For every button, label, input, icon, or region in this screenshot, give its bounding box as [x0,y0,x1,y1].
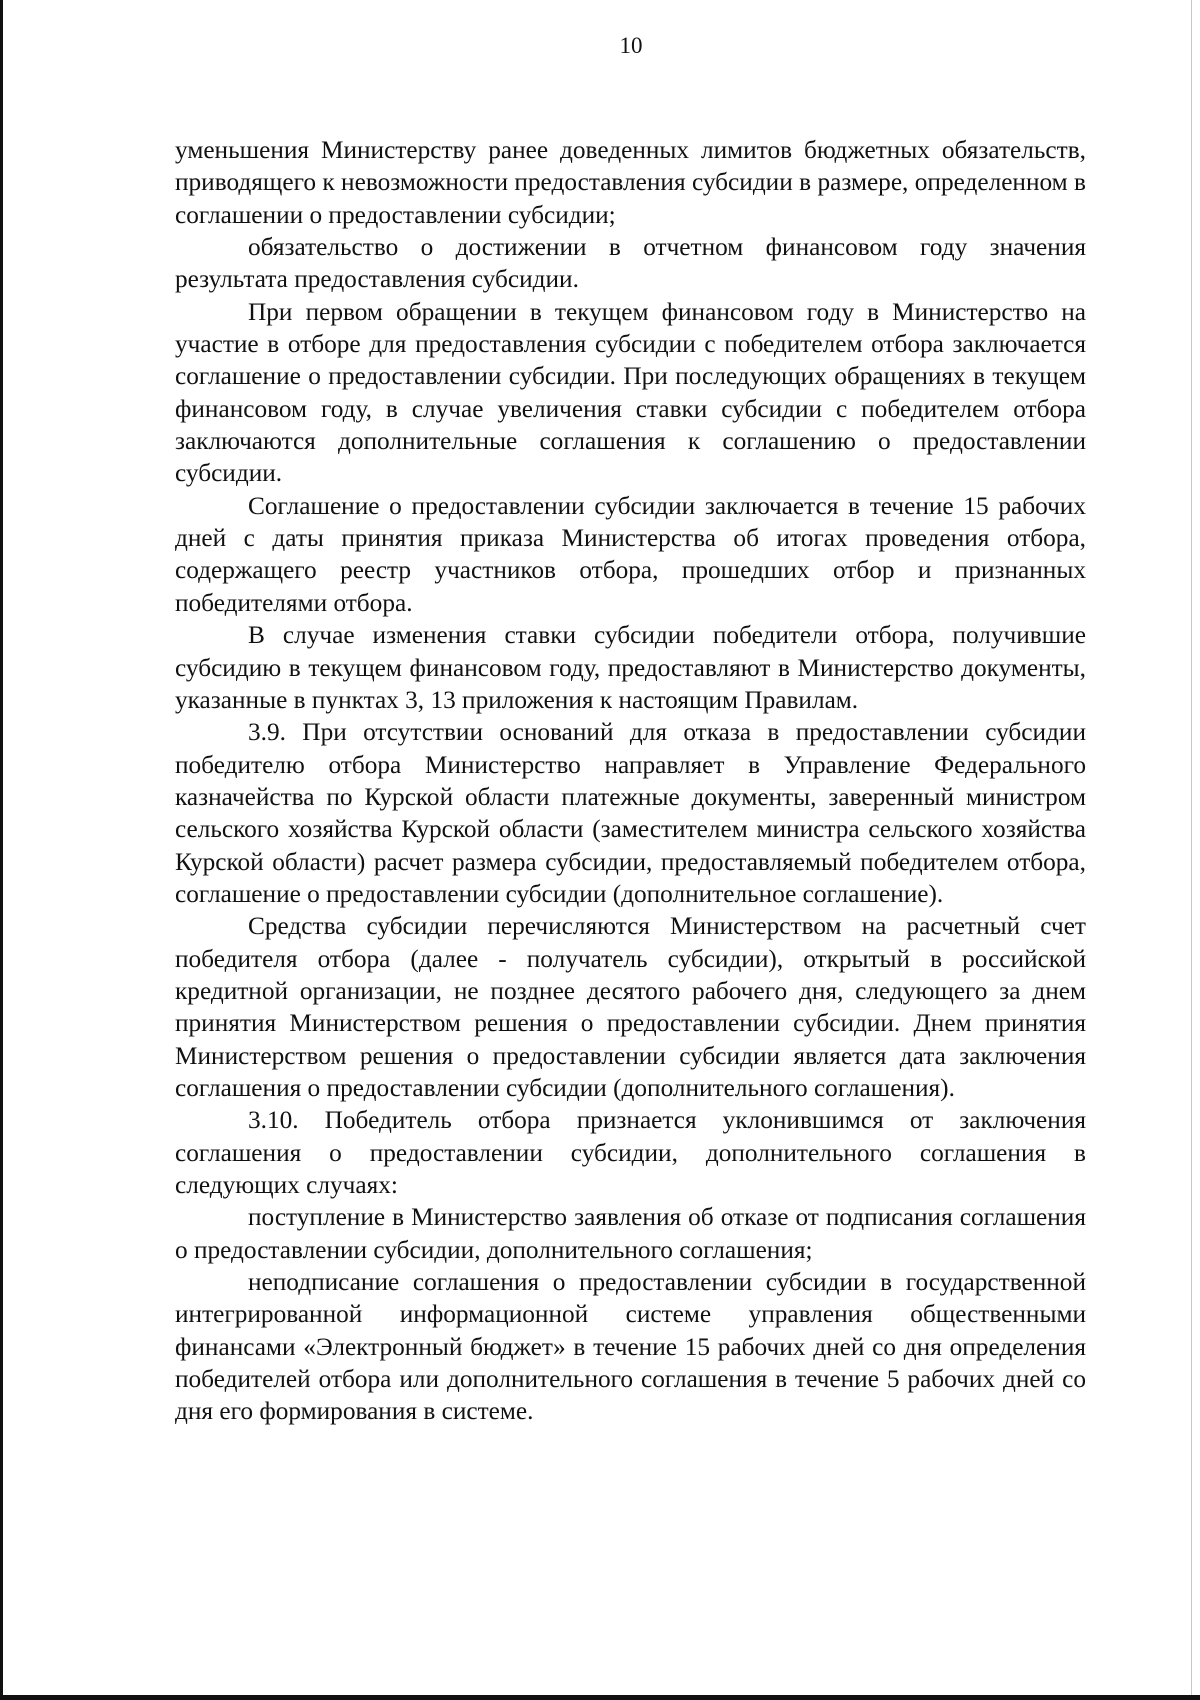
paragraph-continuation: уменьшения Министерству ранее доведенных лимитов бюджетных обязательств, приводящего к невозможности предоставления субсидии в размере, определенном в соглашении о предоставлении субсидии; [175,136,1086,229]
page-number: 10 [619,33,643,58]
paragraph-section-3-9: 3.9. При отсутствии оснований для отказа в предоставлении субсидии победителю отбора Министерство направляет в Управление Федерального казначейства по Курской области платежные документы, заверенный министром сельского хозяйства Курской области (заместителем министра сельского хозяйства Курской области) расчет размера субсидии, предоставляемый победителем отбора, соглашение о предоставлении субсидии (дополнительное соглашение). [175,718,1086,908]
paragraph-not-signing: неподписание соглашения о предоставлении субсидии в государственной интегрированной информационной системе управления общественными финансами «Электронный бюджет» в течение 15 рабочих дней со дня определения победителей отбора или дополнительного соглашения в течение 5 рабочих дней со дня его формирования в системе. [175,1268,1086,1426]
paragraph-section-3-10: 3.10. Победитель отбора признается уклонившимся от заключения соглашения о предоставлении субсидии, дополнительного соглашения в следующих случаях: [175,1106,1086,1199]
document-body [175,134,1086,1428]
paragraph-obligation: обязательство о достижении в отчетном финансовом году значения результата предоставления субсидии. [175,233,1086,294]
scan-edge-left [0,0,3,1700]
paragraph-rate-change: В случае изменения ставки субсидии победители отбора, получившие субсидию в текущем финансовом году, предоставляют в Министерство документы, указанные в пунктах 3, 13 приложения к настоящим Правилам. [175,621,1086,714]
scan-edge-right [1191,0,1192,1700]
paragraph-agreement-term: Соглашение о предоставлении субсидии заключается в течение 15 рабочих дней с даты принятия приказа Министерства об итогах проведения отбора, содержащего реестр участников отбора, прошедших отбор и признанных победителями отбора. [175,491,1086,617]
paragraph-refusal-statement: поступление в Министерство заявления об отказе от подписания соглашения о предоставлении субсидии, дополнительного соглашения; [175,1203,1086,1264]
paragraph-transfer-funds: Средства субсидии перечисляются Министерством на расчетный счет победителя отбора (далее - получатель субсидии), открытый в российской кредитной организации, не позднее десятого рабочего дня, следующего за днем принятия Министерством решения о предоставлении субсидии. Днем принятия Министерством решения о предоставлении субсидии является дата заключения соглашения о предоставлении субсидии (дополнительного соглашения). [175,912,1086,1102]
scan-edge-bottom [0,1695,1200,1700]
paragraph-first-application: При первом обращении в текущем финансовом году в Министерство на участие в отборе для предоставления субсидии с победителем отбора заключается соглашение о предоставлении субсидии. При последующих обращениях в текущем финансовом году, в случае увеличения ставки субсидии с победителем отбора заключаются дополнительные соглашения к соглашению о предоставлении субсидии. [175,297,1086,488]
